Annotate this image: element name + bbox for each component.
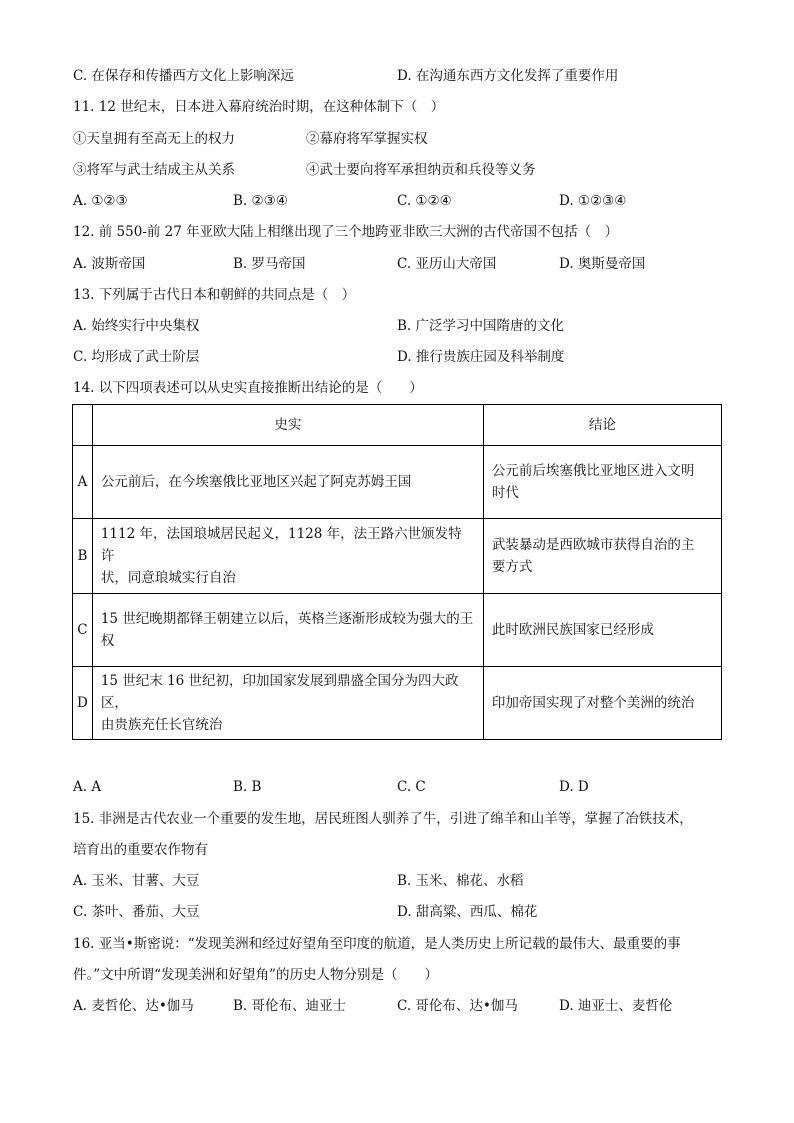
- q11-option-a: A. ①②③: [73, 193, 128, 209]
- row-conclusion: [483, 519, 721, 594]
- row-fact: [92, 667, 483, 740]
- q14-table: [72, 404, 722, 740]
- q13-stem: 13. 下列属于古代日本和朝鲜的共同点是（ ）: [73, 287, 356, 303]
- q14-option-c: C. C: [397, 779, 426, 795]
- q16-stem-line-2: 件。”文中所谓“发现美洲和好望角”的历史人物分别是（ ）: [73, 967, 438, 983]
- q16-option-d: D. 迪亚士、麦哲伦: [559, 998, 673, 1014]
- fact-line: 状，同意琅城实行自治: [100, 570, 236, 586]
- q16-option-a: A. 麦哲伦、达•伽马: [73, 998, 194, 1014]
- q12-option-a: A. 波斯帝国: [73, 256, 146, 272]
- q12-option-d: D. 奥斯曼帝国: [559, 256, 646, 272]
- q14-option-d: D. D: [559, 779, 589, 795]
- q11-option-b: B. ②③④: [233, 193, 288, 209]
- q16-option-c: C. 哥伦布、达•伽马: [397, 998, 518, 1014]
- q10-option-c: C. 在保存和传播西方文化上影响深远: [73, 68, 294, 84]
- fact-line: 权: [100, 633, 115, 649]
- fact-line: 15 世纪末 16 世纪初，印加国家发展到鼎盛全国分为四大政区，: [100, 673, 459, 711]
- row-fact: [92, 594, 483, 667]
- q15-stem-line-1: 15. 非洲是古代农业一个重要的发生地，居民班图人驯养了牛，引进了绵羊和山羊等，掌握了冶铁技术，: [73, 811, 693, 827]
- q15-option-d: D. 甜高粱、西瓜、棉花: [397, 904, 538, 920]
- q11-statement-2: ②幕府将军掌握实权: [306, 131, 428, 147]
- q13-option-c: C. 均形成了武士阶层: [73, 349, 200, 365]
- fact-line: 15 世纪晚期都铎王朝建立以后，英格兰逐渐形成较为强大的王: [100, 611, 474, 627]
- table-row: [73, 446, 722, 519]
- q12-option-c: C. 亚历山大帝国: [397, 256, 497, 272]
- q14-stem: 14. 以下四项表述可以从史实直接推断出结论的是（ ）: [73, 380, 423, 396]
- header-conclusion: 结论: [483, 405, 721, 446]
- fact-line: 由贵族充任长官统治: [100, 717, 223, 733]
- q11-stem: 11. 12 世纪末，日本进入幕府统治时期，在这种体制下（ ）: [73, 99, 445, 115]
- q14-option-a: A. A: [73, 779, 102, 795]
- table-row: [73, 594, 722, 667]
- row-conclusion: [483, 667, 721, 740]
- table-header-row: [73, 405, 722, 446]
- q16-stem-line-1: 16. 亚当•斯密说：“发现美洲和经过好望角至印度的航道，是人类历史上所记载的最伟大、最重要的事: [73, 936, 681, 952]
- conclusion-line: 要方式: [491, 559, 533, 575]
- q15-option-b: B. 玉米、棉花、水稻: [397, 873, 524, 889]
- header-fact: 史实: [92, 405, 483, 446]
- fact-line: 1112 年，法国琅城居民起义，1128 年，法王路六世颁发特许: [100, 526, 462, 564]
- conclusion-line: 公元前后埃塞俄比亚地区进入文明: [491, 463, 695, 479]
- row-fact: [92, 446, 483, 519]
- table-row: [73, 667, 722, 740]
- conclusion-line: 武装暴动是西欧城市获得自治的主: [491, 537, 695, 553]
- q12-stem: 12. 前 550-前 27 年亚欧大陆上相继出现了三个地跨亚非欧三大洲的古代帝国不包括（ ）: [73, 224, 619, 240]
- q11-statement-1: ①天皇拥有至高无上的权力: [73, 131, 235, 147]
- q14-option-b: B. B: [233, 779, 262, 795]
- q15-option-a: A. 玉米、甘薯、大豆: [73, 873, 200, 889]
- row-label: A: [73, 446, 93, 519]
- q11-option-c: C. ①②④: [397, 193, 452, 209]
- row-conclusion: [483, 594, 721, 667]
- conclusion-line: 此时欧洲民族国家已经形成: [491, 622, 654, 638]
- fact-line: 公元前后，在今埃塞俄比亚地区兴起了阿克苏姆王国: [100, 474, 412, 490]
- table-row: [73, 519, 722, 594]
- header-label-cell: [73, 405, 93, 446]
- row-label: C: [73, 594, 93, 667]
- row-conclusion: [483, 446, 721, 519]
- q15-option-c: C. 茶叶、番茄、大豆: [73, 904, 200, 920]
- row-label: D: [73, 667, 93, 740]
- q13-option-d: D. 推行贵族庄园及科举制度: [397, 349, 565, 365]
- q10-option-d: D. 在沟通东西方文化发挥了重要作用: [397, 68, 619, 84]
- q16-option-b: B. 哥伦布、迪亚士: [233, 998, 347, 1014]
- row-label: B: [73, 519, 93, 594]
- q11-statement-4: ④武士要向将军承担纳贡和兵役等义务: [306, 162, 536, 178]
- q15-stem-line-2: 培育出的重要农作物有: [73, 842, 208, 858]
- q13-option-b: B. 广泛学习中国隋唐的文化: [397, 318, 565, 334]
- q11-option-d: D. ①②③④: [559, 193, 627, 209]
- conclusion-line: 时代: [491, 485, 519, 501]
- row-fact: [92, 519, 483, 594]
- q12-option-b: B. 罗马帝国: [233, 256, 306, 272]
- q11-statement-3: ③将军与武士结成主从关系: [73, 162, 235, 178]
- conclusion-line: 印加帝国实现了对整个美洲的统治: [491, 695, 695, 711]
- q13-option-a: A. 始终实行中央集权: [73, 318, 200, 334]
